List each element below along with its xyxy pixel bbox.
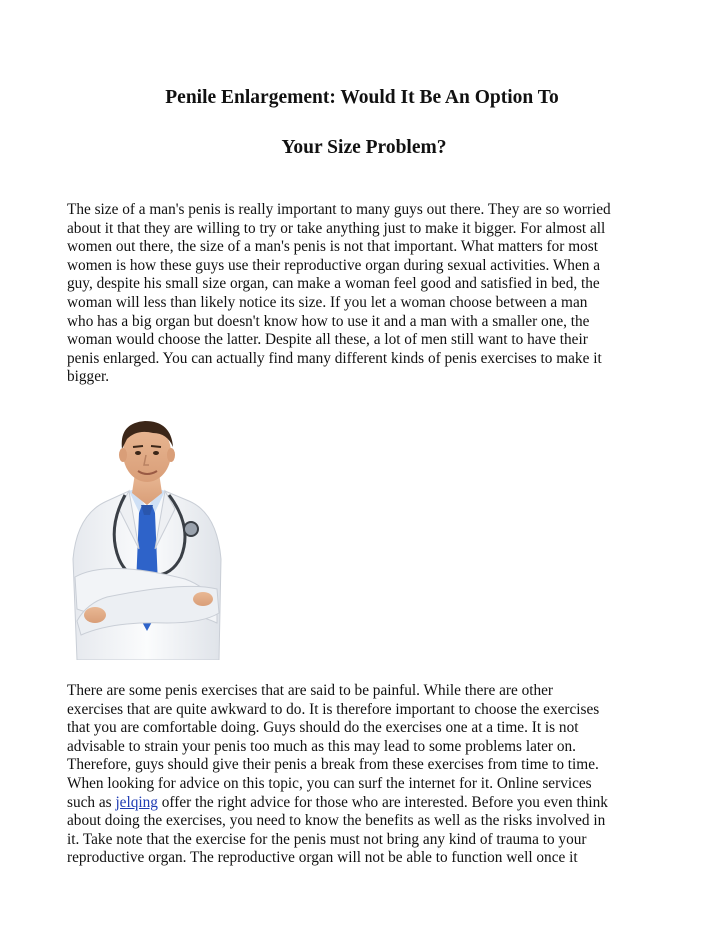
paragraph-line: Therefore, guys should give their penis a break from these exercises from time to time. xyxy=(67,756,599,774)
paragraph-line: exercises that are quite awkward to do. It is therefore important to choose the exercises xyxy=(67,700,600,718)
title-line-1: Penile Enlargement: Would It Be An Option To xyxy=(165,87,559,108)
paragraph-2 xyxy=(67,682,667,868)
paragraph-line: about it that they are willing to try or take anything just to make it bigger. For almost all xyxy=(67,219,606,237)
paragraph-1 xyxy=(67,201,667,387)
link-line-prefix: such as xyxy=(67,793,116,811)
jelqing-link[interactable]: jelqing xyxy=(115,793,158,811)
paragraph-line: women out there, the size of a man's penis is not that important. What matters for most xyxy=(67,238,598,256)
paragraph-line: When looking for advice on this topic, you can surf the internet for it. Online services xyxy=(67,774,592,792)
paragraph-line: penis enlarged. You can actually find many different kinds of penis exercises to make it xyxy=(67,349,602,367)
paragraph-line: woman would choose the latter. Despite all these, a lot of men still want to have their xyxy=(67,331,588,349)
paragraph-line: There are some penis exercises that are said to be painful. While there are other xyxy=(67,682,554,699)
paragraph-line: it. Take note that the exercise for the penis must not bring any kind of trauma to your xyxy=(67,830,587,848)
title-line-2: Your Size Problem? xyxy=(281,137,447,158)
paragraph-line: reproductive organ. The reproductive organ will not be able to function well once it xyxy=(67,849,578,867)
doctor-illustration-icon xyxy=(67,409,228,660)
paragraph-line: about doing the exercises, you need to know the benefits as well as the risks involved in xyxy=(67,812,606,830)
paragraph-line: who has a big organ but doesn't know how to use it and a man with a smaller one, the xyxy=(67,312,590,330)
paragraph-line: that you are comfortable doing. Guys should do the exercises one at a time. It is not xyxy=(67,719,579,737)
paragraph-line: advisable to strain your penis too much as this may lead to some problems later on. xyxy=(67,737,576,755)
paragraph-line: bigger. xyxy=(67,368,110,386)
paragraph-line: woman will less than likely notice its size. If you let a woman choose between a man xyxy=(67,293,588,311)
doctor-photo xyxy=(67,409,228,660)
paragraph-line: women is how these guys use their reproductive organ during sexual activities. When a xyxy=(67,256,600,274)
paragraph-line: The size of a man's penis is really important to many guys out there. They are so worried xyxy=(67,201,611,218)
paragraph-line-with-link xyxy=(67,794,667,813)
link-line-suffix: offer the right advice for those who are interested. Before you even think xyxy=(157,793,608,811)
paragraph-line: guy, despite his small size organ, can make a woman feel good and satisfied in bed, the xyxy=(67,275,600,293)
